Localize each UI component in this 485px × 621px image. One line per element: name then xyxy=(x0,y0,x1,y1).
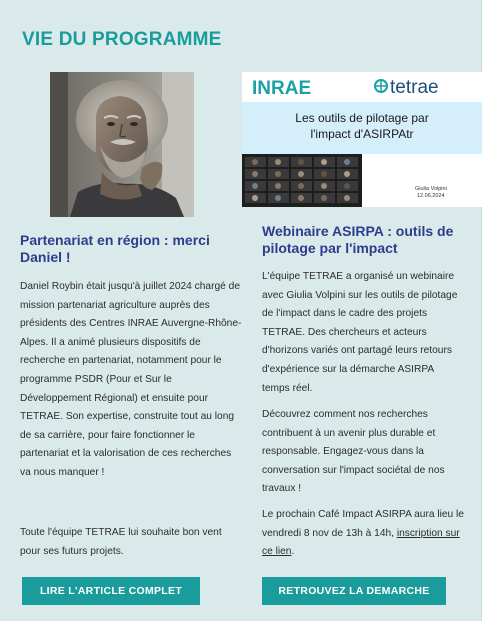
card-title-webinaire: Webinaire ASIRPA : outils de pilotage par l'impact xyxy=(262,223,454,256)
participant-face xyxy=(252,171,258,177)
participant-face xyxy=(275,183,281,189)
webinar-banner-image xyxy=(242,72,482,207)
participant-face xyxy=(252,159,258,165)
participant-face xyxy=(344,159,350,165)
participant-face xyxy=(298,159,304,165)
next-cafe-text: Le prochain Café Impact ASIRPA aura lieu le vendredi 8 nov de 13h à 14h, xyxy=(262,509,464,539)
tetrae-logo: tetrae xyxy=(390,77,439,98)
card-body-farewell: Toute l'équipe TETRAE lui souhaite bon vent pour ses futurs projets. xyxy=(20,527,222,557)
portrait-photo xyxy=(50,72,194,217)
inrae-logo: INRAE xyxy=(252,78,312,99)
card-body-partenariat: Daniel Roybin était jusqu'à juillet 2024 chargé de mission partenariat agriculture auprès des présidents des Centres INRAE Auvergne-Rhône-Alpes. Il a animé plusieurs dispositifs de recherche en partenariat, notamment pour le programme PSDR (Pour et Sur le Développement Régional) et ensuite pour TETRAE. Son expertise, construite tout au long de sa carrière, pour faire fonctionner le partenariat et la valorisation de ces recherches va nous manquer ! xyxy=(20,281,242,478)
participant-face xyxy=(298,195,304,201)
participant-face xyxy=(298,171,304,177)
portrait-image xyxy=(50,72,194,217)
banner-presenter: Giulia Volpini xyxy=(415,186,447,192)
participant-face xyxy=(344,171,350,177)
card-body-webinaire: L'équipe TETRAE a organisé un webinaire avec Giulia Volpini sur les outils de pilotage de l'impact dans le cadre des projets TETRAE. Des chercheurs et acteurs d'horizons variés ont partagé leurs retours d'expérience sur la démarche ASIRPA temps réel. xyxy=(262,271,458,394)
webinar-banner-graphic xyxy=(242,72,482,207)
card-title-partenariat: Partenariat en région : merci Daniel ! xyxy=(20,232,210,265)
participant-face xyxy=(344,183,350,189)
registration-link[interactable]: inscription sur ce lien xyxy=(262,527,460,558)
next-cafe-end: . xyxy=(291,546,295,558)
banner-date: 12.06.2024 xyxy=(417,193,445,199)
participant-face xyxy=(275,171,281,177)
participant-face xyxy=(321,183,327,189)
participant-face xyxy=(321,159,327,165)
participant-face xyxy=(275,195,281,201)
find-approach-button[interactable]: RETROUVEZ LA DEMARCHE xyxy=(262,577,446,605)
banner-heading-line2: l'impact d'ASIRPAtr xyxy=(310,127,414,141)
participant-face xyxy=(344,195,350,201)
card-body-next-cafe xyxy=(262,506,464,562)
tetrae-logo-icon xyxy=(375,80,387,92)
participant-face xyxy=(298,183,304,189)
participant-face xyxy=(321,195,327,201)
read-article-button[interactable]: LIRE L'ARTICLE COMPLET xyxy=(22,577,200,605)
participant-face xyxy=(321,171,327,177)
participant-face xyxy=(252,195,258,201)
card-body-engagement: Découvrez comment nos recherches contribuent à un avenir plus durable et responsable. Engagez-vous dans la conversation sur l'impact sociétal de nos travaux ! xyxy=(262,409,445,495)
participant-face xyxy=(275,159,281,165)
banner-heading-line1: Les outils de pilotage par xyxy=(295,111,429,125)
participant-face xyxy=(252,183,258,189)
section-title: VIE DU PROGRAMME xyxy=(22,29,222,50)
